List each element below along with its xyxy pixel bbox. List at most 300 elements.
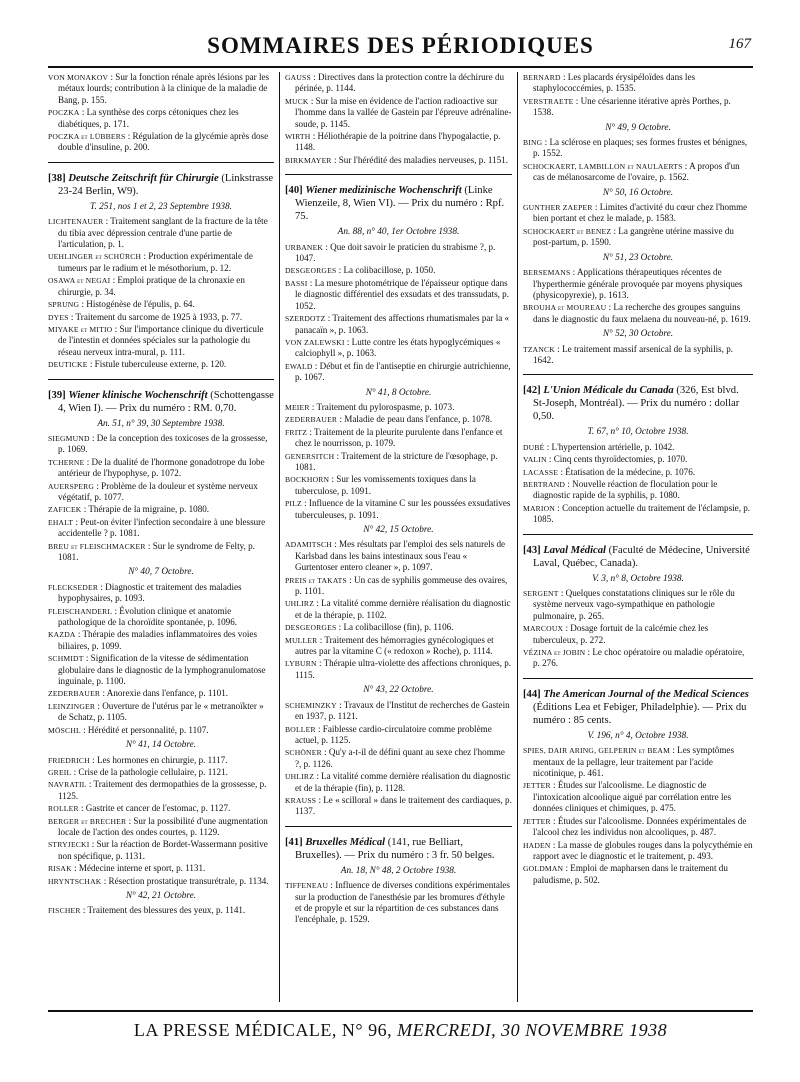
article-title: : Conception actuelle du traitement de l'éclampsie, p. 1085. (533, 502, 751, 525)
article-authors: MARION (523, 503, 555, 513)
article-entry (285, 414, 512, 425)
article-entry (285, 337, 512, 360)
article-title: : Histogénèse de l'épulis, p. 64. (79, 299, 195, 310)
article-authors: MULLER (285, 635, 318, 645)
article-entry (48, 816, 274, 839)
article-title: : A propos d'un cas de mélanosarcome de l'ovaire, p. 1562. (533, 160, 740, 183)
issue-line: An. 51, n° 39, 30 Septembre 1938. (97, 418, 225, 429)
journal-details: (Linke Wienzeile, 8, Wien VI). — Prix du numéro : Rpf. 75. (295, 185, 505, 223)
article-entry (48, 653, 274, 687)
article-entry (285, 658, 512, 681)
article-authors: DESGEORGES (285, 623, 337, 633)
article-entry (523, 647, 753, 670)
article-authors: BERTRAND (523, 479, 566, 489)
article-entry (48, 324, 274, 358)
article-entry (285, 474, 512, 497)
article-authors: UHLIRZ (285, 599, 315, 609)
article-authors: BROUHA et MOUREAU (523, 303, 607, 313)
article-title: : Limites d'activité du cœur chez l'homme bien portant et chez le malade, p. 1583. (533, 202, 748, 224)
article-title: : Traitement des blessures des yeux, p. 1141. (80, 905, 246, 916)
article-entry (285, 575, 512, 598)
section-divider (285, 174, 512, 175)
article-entry (523, 344, 753, 367)
article-entry (285, 313, 512, 336)
article-title: : Les symptômes mentaux de la pellagre, leur traitement par l'acide nicotinique, p. 461. (533, 745, 734, 779)
article-entry (48, 876, 274, 887)
article-authors: MEIER (285, 402, 310, 412)
footer-date: MERCREDI, 30 NOVEMBRE 1938 (397, 1020, 668, 1040)
article-entry (48, 725, 274, 736)
issue-line: N° 42, 21 Octobre. (125, 890, 197, 901)
article-authors: VALIN (523, 455, 547, 465)
article-authors: KRAUSS (285, 795, 317, 805)
article-title: : La synthèse des corps cétoniques chez les diabétiques, p. 171. (58, 107, 239, 129)
article-title: : Traitement des affections rhumatismales par la « panacaïn », p. 1063. (295, 313, 510, 335)
journal-heading (523, 688, 753, 727)
journal-details: (141, rue Belliart, Bruxelles). — Prix du numéro : 3 fr. 50 belges. (295, 836, 495, 861)
article-authors: FLEISCHANDERL (48, 606, 113, 616)
article-entry (285, 155, 512, 166)
article-entry (285, 598, 512, 621)
journal-number: [44] (523, 688, 541, 700)
article-title: : La colibacillose, p. 1050. (336, 265, 436, 276)
article-authors: TZANCK (523, 344, 555, 354)
article-title: : Traitement des dermopathies de la grossesse, p. 1125. (58, 779, 267, 801)
section-divider (48, 162, 274, 163)
article-authors: DESGEORGES (285, 266, 337, 276)
article-entry (523, 840, 753, 863)
journal-name: The American Journal of the Medical Sciences (543, 688, 749, 700)
column-1 (48, 72, 280, 1002)
article-authors: LICHTENAUER (48, 217, 104, 227)
article-title: : Signification de la vitesse de sédimentation globulaire dans le diagnostic de la lymphogranulomatose inguinale, p. 1100. (58, 653, 266, 687)
article-title: : Sur la fonction rénale après lésions par les métaux lourds; contribution à la clinique de la maladie de Bang, p. 155. (58, 72, 270, 105)
article-entry (285, 265, 512, 276)
article-title: : Qu'y a-t-il de défini quant au sexe chez l'homme ?, p. 1126. (295, 747, 505, 769)
article-authors: PILZ (285, 499, 302, 509)
article-title: : Traitement du sarcome de 1925 à 1933, p. 77. (68, 311, 243, 322)
article-entry (523, 454, 753, 465)
article-entry (285, 498, 512, 521)
page-number: 167 (728, 36, 751, 52)
article-entry (48, 629, 274, 652)
article-title: : Thérapie ultra-violette des affections chroniques, p. 1115. (295, 658, 512, 680)
article-entry (48, 481, 274, 504)
article-title: : Applications thérapeutiques récentes de l'hyperthermie générale provoquée par moyens physiques (physicopyrexie), p. 1613. (533, 267, 743, 300)
article-authors: RISAK (48, 864, 72, 874)
journal-name: Laval Médical (543, 544, 606, 556)
article-entry (285, 427, 512, 450)
article-title: : Diagnostic et traitement des maladies hypophysaires, p. 1093. (58, 581, 242, 604)
section-divider (523, 374, 753, 375)
article-entry (48, 803, 274, 814)
article-title: : Hérédité et personnalité, p. 1107. (80, 724, 209, 735)
article-title: : Peut-on éviter l'infection secondaire à une blessure accidentelle ? p. 1081. (58, 516, 266, 539)
article-authors: SCHMIDT (48, 654, 84, 664)
article-authors: BOCKHORN (285, 475, 330, 485)
article-authors: GREIL (48, 767, 72, 777)
issue-line: V. 196, n° 4, Octobre 1938. (587, 730, 689, 741)
article-entry (48, 312, 274, 323)
article-authors: SCHOCKAERT et BENEZ (523, 226, 612, 236)
journal-name: Bruxelles Médical (305, 836, 386, 848)
article-title: : Traitement des hémorragies gynécologiques et autres par la vitamine C (« redoxon » Roche), p. 1114. (295, 634, 494, 657)
section-divider (523, 534, 753, 535)
article-authors: ZEDERBAUER (285, 415, 338, 425)
article-entry (285, 635, 512, 658)
article-authors: MUCK (285, 96, 309, 106)
article-entry (48, 582, 274, 605)
issue-line: N° 41, 8 Octobre. (365, 387, 432, 398)
article-title: : Sur les vomissements toxiques dans la tuberculose, p. 1091. (295, 474, 476, 496)
article-entry (48, 905, 274, 916)
article-title: : Quelques constatations cliniques sur le rôle du système nerveux vago-sympathique en pathologie pulmonaire, p. 265. (533, 588, 735, 621)
journal-details: (326, Est blvd. St-Joseph, Montréal). — Prix du numéro : dollar 0,50. (533, 385, 740, 423)
article-title: : Emploi pratique de la chronaxie en chirurgie, p. 34. (58, 275, 245, 297)
issue-line: T. 67, n° 10, Octobre 1938. (587, 427, 689, 438)
article-entry (48, 275, 274, 298)
article-entry (523, 479, 753, 502)
article-entry (285, 771, 512, 794)
article-entry (523, 816, 753, 839)
article-authors: AUERSPERG (48, 481, 95, 491)
article-entry (48, 779, 274, 802)
article-entry (523, 302, 753, 325)
journal-heading (48, 389, 274, 415)
article-entry (48, 131, 274, 154)
column-3 (518, 72, 753, 1002)
article-entry (523, 588, 753, 622)
article-authors: SPIES, DAIR ARING, GELPERIN et BEAM (523, 746, 671, 756)
issue-line: T. 251, nos 1 et 2, 23 Septembre 1938. (89, 201, 233, 212)
article-title: : Problème de la douleur et système nerveux végétatif, p. 1077. (58, 480, 258, 502)
article-title: : Dosage fortuit de la calcémie chez les tuberculeux, p. 272. (533, 623, 709, 645)
issue-line: N° 40, 7 Octobre. (128, 567, 194, 578)
journal-heading (523, 544, 753, 570)
article-title: : Sur la réaction de Bordet-Wassermann positive non spécifique, p. 1131. (58, 839, 268, 861)
article-authors: ZEDERBAUER (48, 689, 101, 699)
article-entry (48, 839, 274, 862)
journal-number: [41] (285, 836, 303, 848)
article-authors: SZERDOTZ (285, 314, 326, 324)
article-title: : Ouverture de l'utérus par le « metranoïkter » de Schatz, p. 1105. (58, 700, 264, 723)
article-title: : Résection prostatique transurétrale, p. 1134. (101, 875, 269, 886)
issue-line: N° 42, 15 Octobre. (363, 525, 434, 535)
article-authors: SIEGMUND (48, 433, 90, 443)
article-authors: SERGENT (523, 589, 559, 598)
journal-heading (285, 184, 512, 223)
article-entry (48, 517, 274, 540)
article-title: : Régulation de la glycémie après dose double d'insuline, p. 200. (58, 131, 269, 153)
article-entry (523, 745, 753, 779)
article-title: : Début et fin de l'antiseptie en chirurgie autrichienne, p. 1067. (295, 360, 511, 383)
article-authors: DEUTICKE (48, 360, 88, 370)
article-title: : Les hormones en chirurgie, p. 1117. (89, 754, 228, 765)
issue-line: N° 49, 9 Octobre. (605, 122, 671, 133)
article-entry (48, 359, 274, 370)
article-authors: LEINZINGER (48, 701, 96, 711)
article-entry (285, 880, 512, 926)
article-authors: GOLDMAN (523, 864, 564, 874)
issue-line: N° 43, 22 Octobre. (363, 685, 434, 696)
article-entry (48, 688, 274, 699)
article-authors: HRYNTSCHAK (48, 876, 102, 886)
journal-details: (Éditions Lea et Febiger, Philadelphie). — Prix du numéro : 85 cents. (533, 701, 747, 726)
article-authors: BERSEMANS (523, 268, 571, 278)
article-entry (523, 72, 753, 95)
article-authors: POCZKA et LÜBBERS (48, 132, 126, 142)
article-authors: POCZKA (48, 108, 80, 118)
article-entry (285, 747, 512, 770)
page-footer (48, 1010, 753, 1041)
issue-line: N° 52, 30 Octobre. (602, 329, 674, 340)
article-entry (285, 361, 512, 384)
journal-details: (Linkstrasse 23-24 Berlin, W9). (58, 172, 274, 197)
article-entry (285, 96, 512, 130)
issue-line: V. 3, n° 8, Octobre 1938. (592, 573, 684, 584)
article-authors: OSAWA et NEGAI (48, 276, 111, 286)
article-title: : Cinq cents thyroïdectomies, p. 1070. (546, 454, 688, 465)
article-title: : Faiblesse cardio-circulatoire comme problème actuel, p. 1125. (295, 723, 492, 745)
article-title: : La colibacillose (fin), p. 1106. (336, 622, 454, 633)
article-authors: BREU et FLEISCHMACKER (48, 541, 146, 551)
section-divider (285, 826, 512, 827)
article-title: : La gangrène utérine massive du post-partum, p. 1590. (533, 225, 734, 248)
article-authors: FISCHER (48, 906, 81, 916)
journal-number: [42] (523, 385, 541, 397)
article-title: : Influence de diverses conditions expérimentales sur la production de l'anesthésie par les bromures d'éthyle et de propyle et sur la répartition de ces substances dans l'encéphale, p. 1529. (295, 880, 510, 925)
section-divider (48, 379, 274, 380)
journal-name: L'Union Médicale du Canada (543, 385, 674, 397)
article-entry (285, 451, 512, 474)
journal-number: [39] (48, 389, 66, 401)
article-title: : Une césarienne itérative après Porthes, p. 1538. (533, 95, 731, 118)
article-authors: GAUSS (285, 73, 311, 82)
article-title: : Les placards érysipéloïdes dans les staphylococcémies, p. 1535. (533, 72, 696, 94)
article-title: : Influence de la vitamine C sur les poussées exsudatives tuberculeuses, p. 1091. (295, 498, 511, 520)
article-authors: KAZDA (48, 630, 76, 640)
article-entry (523, 161, 753, 184)
article-title: : L'hypertension artérielle, p. 1042. (544, 441, 675, 452)
article-title: : Traitement de la stricture de l'œsophage, p. 1081. (295, 450, 498, 472)
article-entry (48, 541, 274, 564)
article-authors: WIRTH (285, 132, 311, 142)
article-authors: SCHÖNER (285, 748, 322, 758)
article-title: : Traitement sanglant de la fracture de la tête du tibia avec dépression centrale d'une partie de l'articulation, p. 1. (58, 216, 268, 250)
article-entry (48, 216, 274, 250)
article-entry (285, 700, 512, 723)
article-authors: PREIS et TAKATS (285, 575, 347, 585)
article-title: : Fistule tuberculeuse externe, p. 120. (87, 359, 227, 370)
article-entry (48, 701, 274, 724)
article-title: : De la dualité de l'hormone gonadotrope du lobe antérieur de l'hypophyse, p. 1072. (58, 456, 265, 479)
columns (48, 72, 753, 1002)
journal-number: [43] (523, 544, 541, 556)
article-title: : La mesure photométrique de l'épaisseur optique dans le diagnostic différentiel des exsudats et des transsudats, p. 1052. (295, 277, 509, 311)
article-entry (523, 202, 753, 225)
journal-details: (Schottengasse 4, Wien I). — Prix du numéro : RM. 0,70. (58, 389, 274, 414)
issue-line: N° 41, 14 Octobre. (125, 740, 197, 751)
article-entry (523, 442, 753, 453)
article-entry (48, 504, 274, 515)
article-entry (48, 299, 274, 310)
article-entry (48, 72, 274, 106)
article-authors: TIFFENEAU (285, 881, 329, 891)
article-entry (285, 242, 512, 265)
article-authors: VERSTRAETE (523, 96, 574, 106)
article-authors: BOLLER (285, 724, 316, 734)
article-entry (285, 795, 512, 818)
article-authors: JETTER (523, 781, 551, 791)
article-title: : Maladie de peau dans l'enfance, p. 1078. (337, 414, 493, 425)
article-authors: BERNARD (523, 73, 561, 82)
article-authors: HADEN (523, 840, 551, 850)
article-title: : Mes résultats par l'emploi des sels naturels de Karlsbad dans les bains intestinaux sous l'eau « Gurtentoser entero cleaner », p. 1097. (295, 539, 506, 573)
article-entry (48, 767, 274, 778)
article-authors: FRIEDRICH (48, 755, 90, 765)
article-entry (285, 131, 512, 154)
page (48, 30, 753, 1060)
article-authors: VON ZALEWSKI (285, 337, 345, 347)
article-title: : Sur l'hérédité des maladies nerveuses, p. 1151. (331, 154, 508, 165)
journal-number: [38] (48, 172, 66, 184)
article-entry (48, 457, 274, 480)
article-authors: DUBÉ (523, 442, 545, 452)
journal-number: [40] (285, 185, 303, 197)
article-title: : Le « scilloral » dans le traitement des cardiaques, p. 1137. (295, 794, 512, 817)
article-authors: BERGER et BRECHER (48, 816, 127, 826)
article-entry (285, 724, 512, 747)
article-entry (48, 606, 274, 629)
article-entry (285, 402, 512, 413)
article-authors: MÖSCHL (48, 725, 81, 735)
section-divider (523, 678, 753, 679)
article-title: : Études sur l'alcoolisme. Données expérimentales de l'alcool chez les individus non alcooliques, p. 487. (533, 815, 747, 838)
article-entry (48, 433, 274, 456)
issue-line: An. 18, N° 48, 2 Octobre 1938. (340, 865, 457, 876)
article-authors: STRYJECKI (48, 840, 90, 850)
article-entry (523, 96, 753, 119)
article-entry (523, 780, 753, 814)
article-title: : Crise de la pathologie cellulaire, p. 1121. (71, 766, 228, 777)
article-title: : De la conception des toxicoses de la grossesse, p. 1069. (58, 432, 268, 455)
journal-name: Wiener klinische Wochenschrift (68, 389, 208, 401)
page-title: SOMMAIRES DES PÉRIODIQUES (207, 33, 594, 58)
article-entry (523, 137, 753, 160)
article-entry (523, 623, 753, 646)
article-authors: BIRKMAYER (285, 155, 332, 165)
article-entry (285, 622, 512, 633)
article-title: : Nouvelle réaction de floculation pour le diagnostic rapide de la syphilis, p. 1080. (533, 478, 718, 501)
article-entry (523, 863, 753, 886)
article-title: : La vitalité comme dernière réalisation du diagnostic et de la thérapie, p. 1102. (295, 598, 511, 620)
footer-publication: LA PRESSE MÉDICALE, N° 96, (133, 1020, 398, 1040)
article-title: : Lutte contre les états hypoglycémiques « calciophyll », p. 1063. (295, 336, 501, 359)
article-title: : Le choc opératoire ou maladie opératoire, p. 276. (533, 647, 745, 669)
journal-details: (Faculté de Médecine, Université Laval, Québec, Canada). (533, 544, 750, 569)
article-authors: UEHLINGER et SCHÜRCH (48, 252, 142, 262)
article-title: : Production expérimentale de tumeurs par le radium et le mésothorium, p. 12. (58, 251, 253, 273)
article-authors: URBANEK (285, 242, 324, 252)
article-authors: LYBURN (285, 659, 317, 669)
article-authors: UHLIRZ (285, 772, 315, 782)
article-title: : Thérapie des maladies inflammatoires des voies biliaires, p. 1099. (58, 629, 257, 651)
article-authors: LACASSE (523, 467, 559, 477)
journal-heading (48, 172, 274, 198)
article-title: : Gastrite et cancer de l'estomac, p. 1127. (78, 803, 231, 814)
column-2 (280, 72, 518, 1002)
journal-name: Deutsche Zeitschrift für Chirurgie (68, 172, 219, 184)
article-title: : La vitalité comme dernière réalisation du diagnostic et de la thérapie (fin), p. 1128. (295, 771, 511, 793)
article-entry (285, 278, 512, 312)
journal-heading (285, 836, 512, 862)
article-title: : Héliothérapie de la poitrine dans l'hypogalactie, p. 1148. (295, 131, 501, 153)
article-authors: JETTER (523, 816, 551, 826)
article-title: : Un cas de syphilis gommeuse des ovaires, p. 1101. (295, 574, 508, 597)
article-entry (523, 467, 753, 478)
article-authors: SCHOCKAERT, LAMBILLON et NAULAERTS (523, 161, 683, 171)
article-authors: BING (523, 138, 543, 148)
article-authors: ROLLER (48, 804, 79, 814)
article-authors: GUNTHER ZAEPER (523, 203, 593, 213)
article-title: : Médecine interne et sport, p. 1131. (71, 863, 206, 874)
issue-line: An. 88, n° 40, 1er Octobre 1938. (337, 227, 460, 238)
article-authors: NAVRATIL (48, 780, 87, 790)
article-title: : Directives dans la protection contre la déchirure du périnée, p. 1144. (295, 72, 505, 94)
article-title: : Emploi de mapharsen dans le traitement du paludisme, p. 502. (533, 863, 728, 885)
article-title: : Sur le syndrome de Felty, p. 1081. (58, 540, 255, 562)
article-authors: VÉZINA et JOBIN (523, 648, 586, 658)
journal-heading (523, 384, 753, 423)
article-entry (48, 863, 274, 874)
issue-line: N° 50, 16 Octobre. (602, 187, 674, 198)
article-title: : Sur la mise en évidence de l'action radioactive sur l'homme dans la vallée de Gastein par l'épreuve adrénaline-soude, p. 1145. (295, 95, 512, 129)
article-entry (523, 267, 753, 301)
journal-name: Wiener medizinische Wochenschrift (305, 185, 462, 197)
issue-line: N° 51, 23 Octobre. (602, 252, 674, 263)
article-authors: SPRUNG (48, 300, 80, 310)
article-title: : Traitement du pylorospasme, p. 1073. (309, 401, 455, 412)
article-entry (48, 107, 274, 130)
article-title: : Que doit savoir le praticien du strabisme ?, p. 1047. (295, 241, 496, 264)
article-authors: MARCOUX (523, 624, 564, 634)
article-entry (48, 251, 274, 274)
article-entry (523, 226, 753, 249)
page-header (48, 30, 753, 68)
article-entry (285, 72, 512, 95)
article-entry (285, 539, 512, 573)
article-title: : Études sur l'alcoolisme. Le diagnostic de l'intoxication alcoolique aiguë par corrélation entre les données cliniques et chimiques, p. 475. (533, 780, 732, 814)
article-title: : Sur l'importance clinique du diverticule de l'intestin et données spéciales sur la pathologie du réseau nerveux intra-mural, p. 111. (58, 323, 264, 357)
article-authors: FLECKSEDER (48, 582, 99, 592)
article-authors: EWALD (285, 361, 313, 371)
article-authors: GENERSITCH (285, 451, 335, 461)
article-title: : La masse de globules rouges dans la polycythémie en rapport avec le diagnostic et le traitement, p. 493. (533, 839, 753, 861)
article-title: : Le traitement massif arsenical de la syphilis, p. 1642. (533, 343, 734, 365)
article-entry (48, 755, 274, 766)
article-authors: ADAMITSCH (285, 540, 332, 550)
article-authors: TCHERNE (48, 457, 85, 467)
article-entry (523, 503, 753, 526)
article-authors: MIYAKE et MITIO (48, 324, 113, 334)
article-authors: ZAFICEK (48, 505, 82, 515)
article-title: : Anorexie dans l'enfance, p. 1101. (100, 688, 229, 699)
article-authors: EHALT (48, 517, 74, 527)
article-title: : La recherche des groupes sanguins dans le diagnostic du faux melaena du nouveau-né, p. 1619. (533, 302, 751, 324)
article-title: : La sclérose en plaques; ses formes frustes et bénignes, p. 1552. (533, 137, 748, 159)
article-authors: VON MONAKOV (48, 73, 109, 82)
article-title: : Traitement de la pleurite purulente dans l'enfance et chez le nourrisson, p. 1079. (295, 426, 503, 449)
